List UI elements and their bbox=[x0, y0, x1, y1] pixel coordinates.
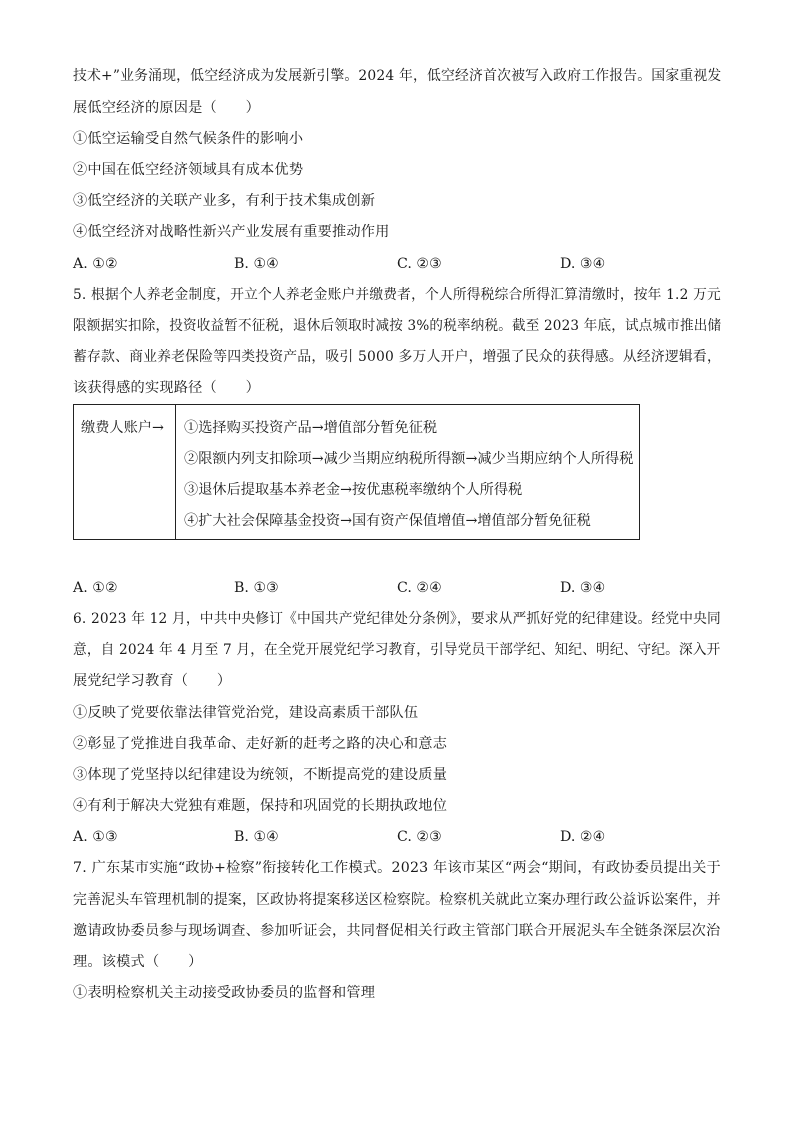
q4-option-a[interactable]: A. ①② bbox=[73, 256, 118, 272]
q5-option-d[interactable]: D. ③④ bbox=[560, 580, 606, 596]
q4-stem-line: 展低空经济的原因是（ ） bbox=[73, 100, 261, 116]
table-row: ②限额内列支扣除项→减少当期应纳税所得额→减少当期应纳个人所得税 bbox=[184, 451, 634, 467]
q6-stem-line: 6. 2023 年 12 月，中共中央修订《中国共产党纪律处分条例》，要求从严抓好党的纪律建设。经党中央同 bbox=[73, 611, 721, 627]
q5-options bbox=[73, 578, 723, 598]
q5-path-table bbox=[73, 404, 640, 540]
table-label: 缴费人账户→ bbox=[81, 420, 164, 436]
q6-stem-line: 意，自 2024 年 4 月至 7 月，在全党开展党纪学习教育，引导党员干部学纪、知纪、明纪、守纪。深入开 bbox=[73, 642, 721, 658]
q4-statement: ④低空经济对战略性新兴产业发展有重要推动作用 bbox=[73, 224, 390, 240]
table-divider bbox=[175, 405, 176, 539]
q5-option-c[interactable]: C. ②④ bbox=[397, 580, 442, 596]
q7-stem-line: 理。该模式（ ） bbox=[73, 954, 203, 970]
q4-option-c[interactable]: C. ②③ bbox=[397, 256, 442, 272]
q4-statement: ②中国在低空经济领域具有成本优势 bbox=[73, 162, 304, 178]
q5-stem-line: 限额据实扣除，投资收益暂不征税，退休后领取时减按 3%的税率纳税。截至 2023 年底，试点城市推出储 bbox=[73, 318, 722, 334]
q6-option-d[interactable]: D. ②④ bbox=[560, 829, 606, 845]
q6-statement: ④有利于解决大党独有难题，保持和巩固党的长期执政地位 bbox=[73, 798, 448, 814]
q4-options bbox=[73, 254, 723, 274]
q5-stem-line: 5. 根据个人养老金制度，开立个人养老金账户并缴费者，个人所得税综合所得汇算清缴时，按年 1.2 万元 bbox=[73, 287, 721, 303]
q4-statement: ③低空经济的关联产业多，有利于技术集成创新 bbox=[73, 193, 376, 209]
q5-option-a[interactable]: A. ①② bbox=[73, 580, 118, 596]
q6-statement: ③体现了党坚持以纪律建设为统领，不断提高党的建设质量 bbox=[73, 767, 448, 783]
q6-option-a[interactable]: A. ①③ bbox=[73, 829, 118, 845]
q7-stem-line: 7. 广东某市实施“政协+检察”衔接转化工作模式。2023 年该市某区“两会“期间，有政协委员提出关于 bbox=[73, 860, 721, 876]
q4-stem-line: 技术+”业务涌现，低空经济成为发展新引擎。2024 年，低空经济首次被写入政府工作报告。国家重视发 bbox=[73, 68, 722, 84]
q5-option-b[interactable]: B. ①③ bbox=[234, 580, 279, 596]
q4-statement: ①低空运输受自然气候条件的影响小 bbox=[73, 131, 304, 147]
q5-stem-line: 蓄存款、商业养老保险等四类投资产品，吸引 5000 多万人开户，增强了民众的获得感。从经济逻辑看， bbox=[73, 349, 721, 365]
q4-option-d[interactable]: D. ③④ bbox=[560, 256, 606, 272]
q6-statement: ②彰显了党推进自我革命、走好新的赶考之路的决心和意志 bbox=[73, 736, 448, 752]
q6-stem-line: 展党纪学习教育（ ） bbox=[73, 673, 232, 689]
table-row: ④扩大社会保障基金投资→国有资产保值增值→增值部分暂免征税 bbox=[184, 513, 591, 529]
q6-statement: ①反映了党要依靠法律管党治党，建设高素质干部队伍 bbox=[73, 705, 419, 721]
q6-option-b[interactable]: B. ①④ bbox=[234, 829, 279, 845]
q5-stem-line: 该获得感的实现路径（ ） bbox=[73, 380, 261, 396]
q6-options bbox=[73, 827, 723, 847]
q7-stem-line: 完善泥头车管理机制的提案，区政协将提案移送区检察院。检察机关就此立案办理行政公益诉讼案件，并 bbox=[73, 892, 721, 908]
table-row: ①选择购买投资产品→增值部分暂免征税 bbox=[184, 420, 438, 436]
q7-statement: ①表明检察机关主动接受政协委员的监督和管理 bbox=[73, 985, 376, 1001]
q4-option-b[interactable]: B. ①④ bbox=[234, 256, 279, 272]
table-row: ③退休后提取基本养老金→按优惠税率缴纳个人所得税 bbox=[184, 482, 523, 498]
q7-stem-line: 邀请政协委员参与现场调查、参加听证会，共同督促相关行政主管部门联合开展泥头车全链条深层次治 bbox=[73, 923, 721, 939]
q6-option-c[interactable]: C. ②③ bbox=[397, 829, 442, 845]
